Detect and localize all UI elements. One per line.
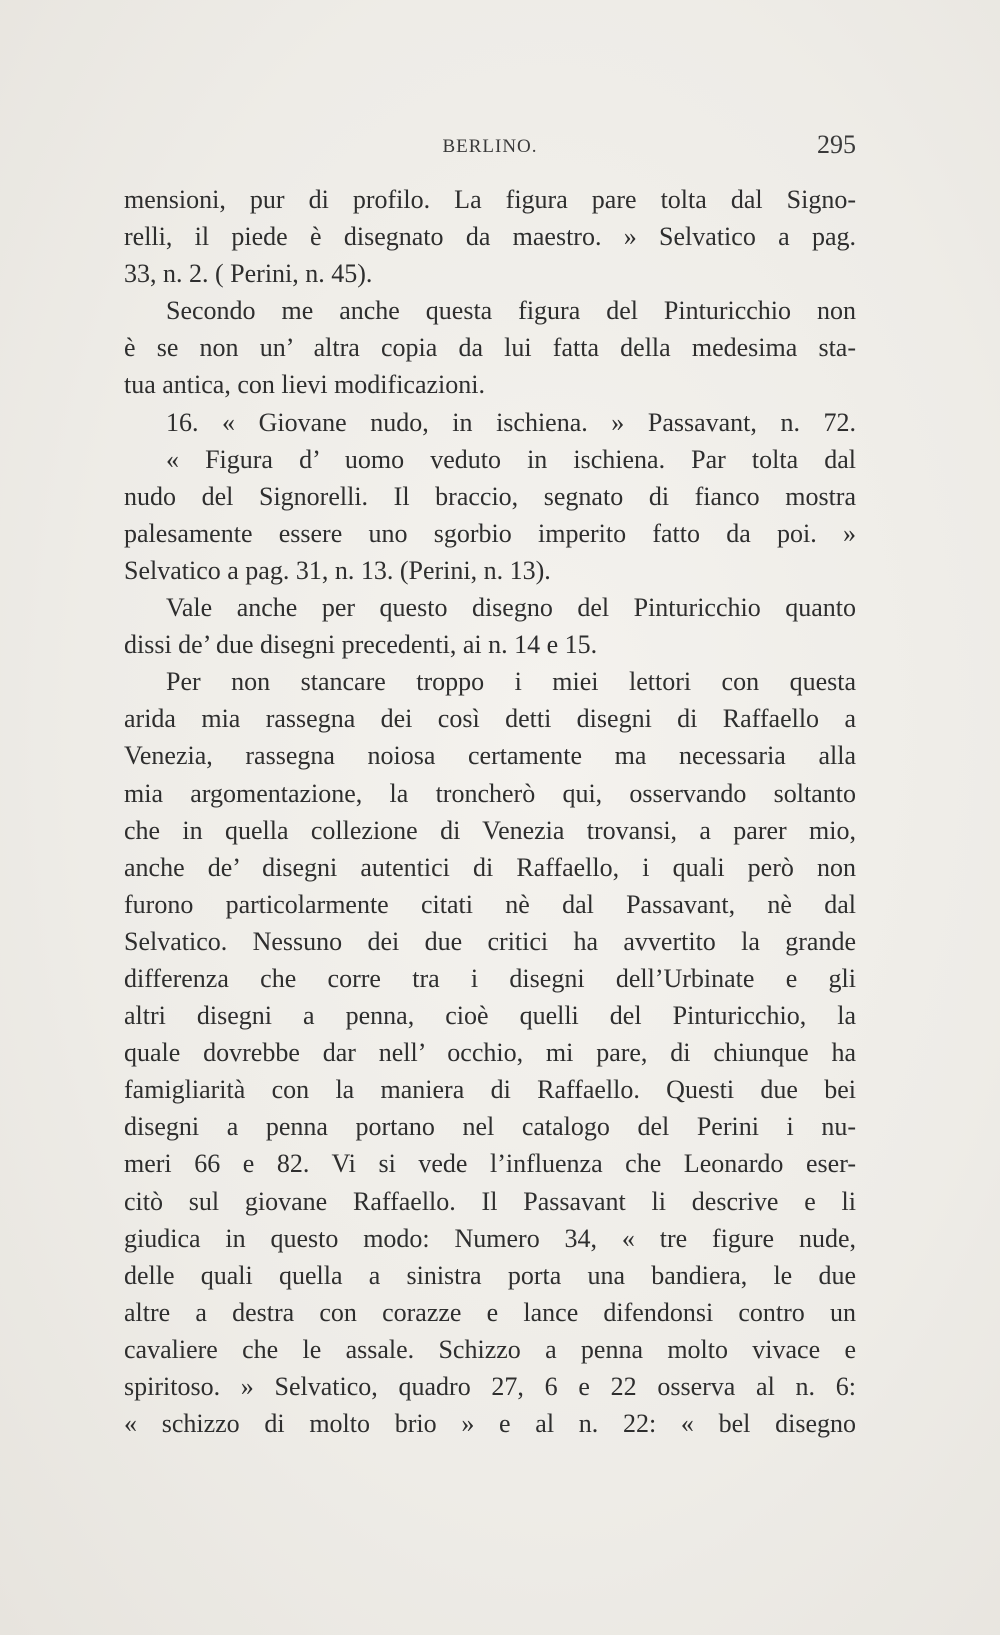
text-line: Per non stancare troppo i miei lettori con questa (166, 667, 856, 697)
text-line: 16. « Giovane nudo, in ischiena. » Passavant, n. 72. (166, 407, 856, 437)
text-line: nudo del Signorelli. Il braccio, segnato di fianco mostra (124, 481, 856, 511)
text-line: arida mia rassegna dei così detti disegni di Raffaello a (124, 704, 856, 734)
text-line: palesamente essere uno sgorbio imperito fatto da poi. » (124, 518, 856, 548)
text-line: differenza che corre tra i disegni dell’Urbinate e gli (124, 963, 856, 993)
text-line: cavaliere che le assale. Schizzo a penna molto vivace e (124, 1334, 856, 1364)
text-line: 33, n. 2. ( Perini, n. 45). (124, 259, 373, 289)
text-line: altri disegni a penna, cioè quelli del Pinturicchio, la (124, 1001, 856, 1031)
body-text (124, 181, 856, 1442)
text-line: Vale anche per questo disegno del Pinturicchio quanto (166, 593, 856, 623)
text-line: tua antica, con lievi modificazioni. (124, 370, 485, 400)
text-line: Selvatico a pag. 31, n. 13. (Perini, n. 13). (124, 555, 551, 585)
text-line: spiritoso. » Selvatico, quadro 27, 6 e 22 osserva al n. 6: (124, 1372, 856, 1401)
text-line: « schizzo di molto brio » e al n. 22: « bel disegno (124, 1409, 856, 1439)
text-line: mia argomentazione, la troncherò qui, osservando soltanto (124, 778, 856, 808)
text-line: dissi de’ due disegni precedenti, ai n. 14 e 15. (124, 630, 598, 660)
text-line: Secondo me anche questa figura del Pinturicchio non (166, 296, 856, 326)
text-line: Selvatico. Nessuno dei due critici ha avvertito la grande (124, 926, 856, 956)
text-line: famigliarità con la maniera di Raffaello. Questi due bei (124, 1075, 856, 1105)
page-number: 295 (817, 130, 856, 159)
text-line: quale dovrebbe dar nell’ occhio, mi pare, di chiunque ha (124, 1038, 856, 1068)
text-line: mensioni, pur di profilo. La figura pare tolta dal Signo- (124, 185, 856, 214)
text-line: citò sul giovane Raffaello. Il Passavant li descrive e li (124, 1186, 856, 1216)
text-line: delle quali quella a sinistra porta una bandiera, le due (124, 1260, 856, 1290)
text-line: meri 66 e 82. Vi si vede l’influenza che Leonardo eser- (124, 1149, 856, 1179)
text-line: è se non un’ altra copia da lui fatta della medesima sta- (124, 333, 856, 363)
running-head: BERLINO. (442, 136, 538, 157)
text-line: disegni a penna portano nel catalogo del Perini i nu- (124, 1112, 856, 1142)
page-header (124, 128, 856, 168)
text-line: che in quella collezione di Venezia trovansi, a parer mio, (124, 815, 856, 845)
text-line: « Figura d’ uomo veduto in ischiena. Par tolta dal (166, 444, 856, 474)
text-line: Venezia, rassegna noiosa certamente ma necessaria alla (124, 741, 856, 771)
text-line: relli, il piede è disegnato da maestro. » Selvatico a pag. (124, 222, 856, 252)
text-line: giudica in questo modo: Numero 34, « tre figure nude, (124, 1223, 856, 1253)
text-line: anche de’ disegni autentici di Raffaello, i quali però non (124, 852, 856, 882)
text-line: altre a destra con corazze e lance difendonsi contro un (124, 1297, 856, 1327)
text-line: furono particolarmente citati nè dal Passavant, nè dal (124, 889, 856, 919)
